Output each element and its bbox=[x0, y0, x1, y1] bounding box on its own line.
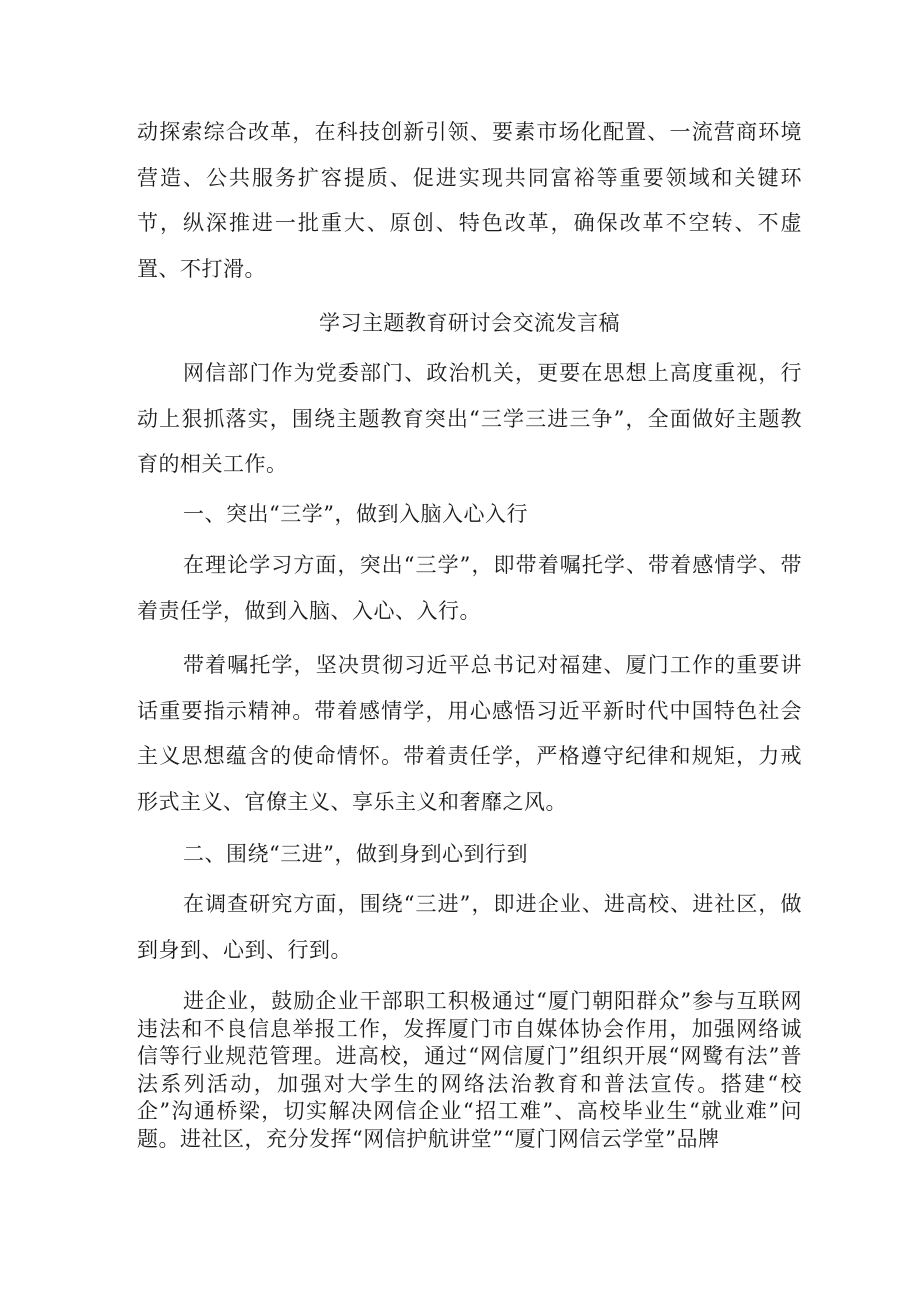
paragraph-introduction: 网信部门作为党委部门、政治机关，更要在思想上高度重视，行动上狠抓落实，围绕主题教育突出“三学三进三争”，全面做好主题教育的相关工作。 bbox=[137, 361, 802, 476]
document-title: 学习主题教育研讨会交流发言稿 bbox=[319, 311, 620, 335]
section-heading-san-jin: 二、围绕“三进”，做到身到心到行到 bbox=[183, 842, 528, 866]
paragraph-study-details: 带着嘱托学，坚决贯彻习近平总书记对福建、厦门工作的重要讲话重要指示精神。带着感情学，用心感悟习近平新时代中国特色社会主义思想蕴含的使命情怀。带着责任学，严格遵守纪律和规矩，力戒形式主义、官僚主义、享乐主义和奢靡之风。 bbox=[137, 653, 802, 814]
paragraph-theory-study: 在理论学习方面，突出“三学”，即带着嘱托学、带着感情学、带着责任学，做到入脑、入心、入行。 bbox=[137, 553, 802, 623]
paragraph-enterprise-campus-community: 进企业，鼓励企业干部职工积极通过“厦门朝阳群众”参与互联网违法和不良信息举报工作，发挥厦门市自媒体协会作用，加强网络诚信等行业规范管理。进高校，通过“网信厦门”组织开展“网鹭有法”普法系列活动，加强对大学生的网络法治教育和普法宣传。搭建“校企”沟通桥梁，切实解决网信企业“招工难”、高校毕业生“就业难”问题。进社区，充分发挥“网信护航讲堂”“厦门网信云学堂”品牌 bbox=[137, 989, 802, 1151]
paragraph-research: 在调查研究方面，围绕“三进”，即进企业、进高校、进社区，做到身到、心到、行到。 bbox=[137, 892, 802, 962]
section-heading-san-xue: 一、突出“三学”，做到入脑入心入行 bbox=[183, 502, 528, 526]
paragraph-reform-continuation: 动探索综合改革，在科技创新引领、要素市场化配置、一流营商环境营造、公共服务扩容提质、促进实现共同富裕等重要领域和关键环节，纵深推进一批重大、原创、特色改革，确保改革不空转、不虚置、不打滑。 bbox=[137, 120, 802, 281]
